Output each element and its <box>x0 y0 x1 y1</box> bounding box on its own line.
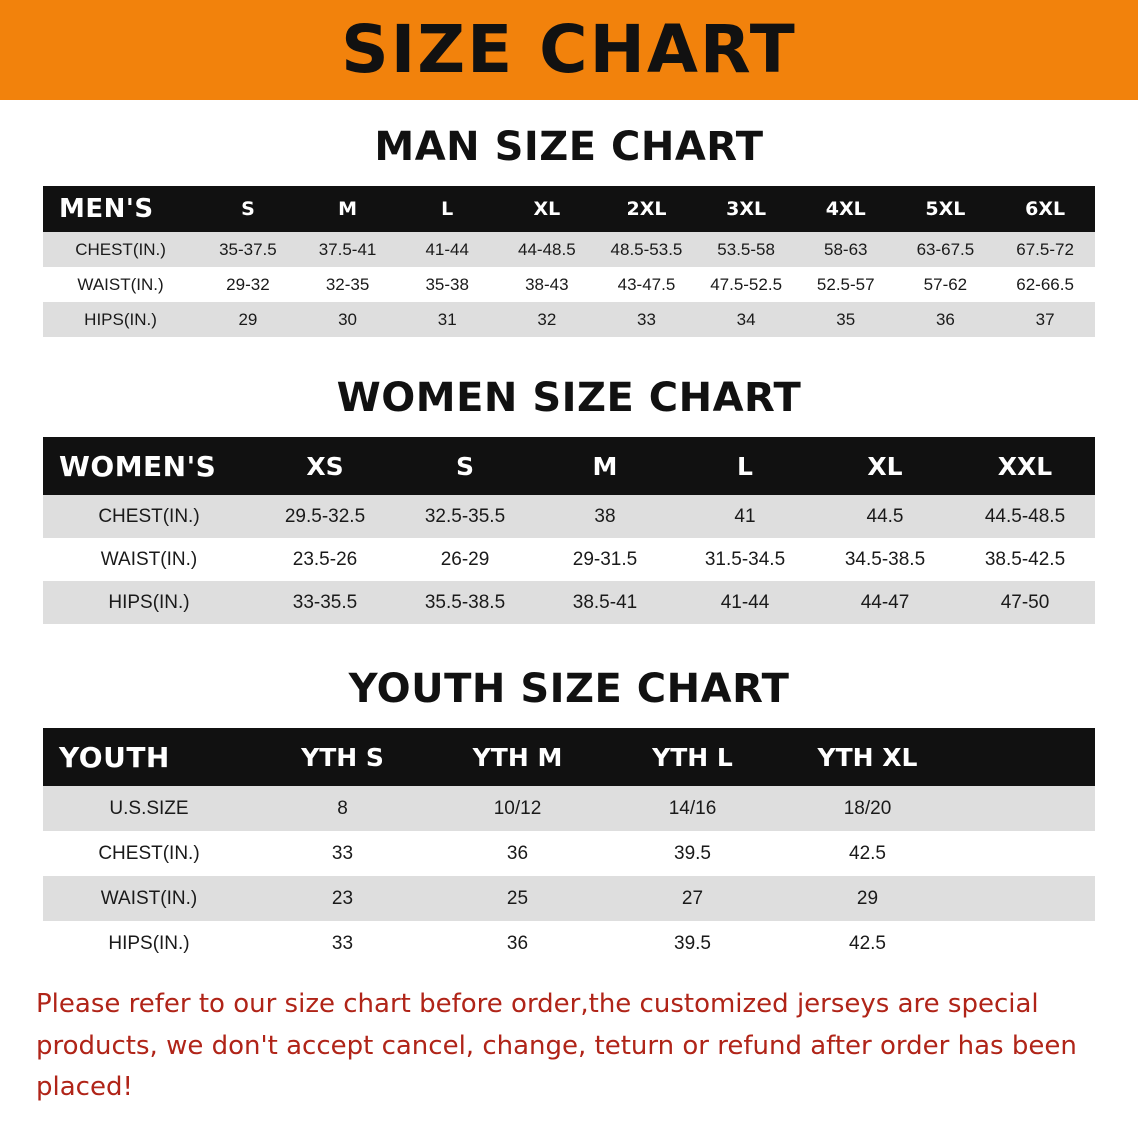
men-cell: 33 <box>597 302 697 337</box>
youth-cell-empty <box>955 831 1095 876</box>
men-size-header: 2XL <box>597 186 697 232</box>
men-cell: 32 <box>497 302 597 337</box>
women-size-table <box>43 437 1095 624</box>
women-cell: 41-44 <box>675 581 815 624</box>
women-size-header: XL <box>815 437 955 495</box>
men-row-label: WAIST(IN.) <box>43 267 198 302</box>
women-size-header: M <box>535 437 675 495</box>
table-row <box>43 876 1095 921</box>
youth-cell-empty <box>955 876 1095 921</box>
women-size-header: S <box>395 437 535 495</box>
youth-table-header-row <box>43 728 1095 786</box>
men-size-table <box>43 186 1095 337</box>
women-row-label: CHEST(IN.) <box>43 495 255 538</box>
youth-cell: 23 <box>255 876 430 921</box>
page-title: SIZE CHART <box>341 11 797 88</box>
men-size-header: 5XL <box>896 186 996 232</box>
youth-section-title: YOUTH SIZE CHART <box>348 666 790 712</box>
table-row <box>43 786 1095 831</box>
men-cell: 29 <box>198 302 298 337</box>
women-cell: 41 <box>675 495 815 538</box>
women-table-header-row <box>43 437 1095 495</box>
youth-cell: 39.5 <box>605 921 780 966</box>
men-cell: 35 <box>796 302 896 337</box>
table-row <box>43 267 1095 302</box>
youth-row-label: WAIST(IN.) <box>43 876 255 921</box>
table-row <box>43 831 1095 876</box>
youth-cell: 27 <box>605 876 780 921</box>
men-cell: 30 <box>298 302 398 337</box>
men-row-label: HIPS(IN.) <box>43 302 198 337</box>
men-size-header: L <box>397 186 497 232</box>
men-size-header: 3XL <box>696 186 796 232</box>
youth-cell: 18/20 <box>780 786 955 831</box>
men-cell: 53.5-58 <box>696 232 796 267</box>
women-size-header: XXL <box>955 437 1095 495</box>
men-table-header-row <box>43 186 1095 232</box>
table-row <box>43 495 1095 538</box>
women-cell: 33-35.5 <box>255 581 395 624</box>
youth-row-label: CHEST(IN.) <box>43 831 255 876</box>
youth-cell: 29 <box>780 876 955 921</box>
women-cell: 31.5-34.5 <box>675 538 815 581</box>
men-cell: 36 <box>896 302 996 337</box>
table-row <box>43 302 1095 337</box>
women-cell: 38.5-41 <box>535 581 675 624</box>
youth-size-header: YTH M <box>430 728 605 786</box>
men-row-label: CHEST(IN.) <box>43 232 198 267</box>
youth-cell-empty <box>955 786 1095 831</box>
men-cell: 47.5-52.5 <box>696 267 796 302</box>
men-size-header: 6XL <box>995 186 1095 232</box>
youth-cell: 36 <box>430 921 605 966</box>
men-table-corner-label: MEN'S <box>43 186 198 232</box>
men-cell: 29-32 <box>198 267 298 302</box>
youth-cell-empty <box>955 921 1095 966</box>
youth-size-header-empty <box>955 728 1095 786</box>
men-cell: 63-67.5 <box>896 232 996 267</box>
men-cell: 37 <box>995 302 1095 337</box>
youth-cell: 25 <box>430 876 605 921</box>
youth-cell: 10/12 <box>430 786 605 831</box>
order-policy-note: Please refer to our size chart before order,the customized jerseys are special products, we don't accept cancel, change, teturn or refund after order has been placed! <box>36 989 1077 1103</box>
men-cell: 41-44 <box>397 232 497 267</box>
women-cell: 44.5 <box>815 495 955 538</box>
women-cell: 38 <box>535 495 675 538</box>
men-cell: 37.5-41 <box>298 232 398 267</box>
youth-size-header: YTH XL <box>780 728 955 786</box>
women-cell: 23.5-26 <box>255 538 395 581</box>
youth-size-header: YTH L <box>605 728 780 786</box>
youth-cell: 8 <box>255 786 430 831</box>
women-cell: 38.5-42.5 <box>955 538 1095 581</box>
youth-row-label: HIPS(IN.) <box>43 921 255 966</box>
youth-row-label: U.S.SIZE <box>43 786 255 831</box>
women-size-header: L <box>675 437 815 495</box>
women-cell: 44-47 <box>815 581 955 624</box>
men-cell: 31 <box>397 302 497 337</box>
men-cell: 35-37.5 <box>198 232 298 267</box>
women-section-title: WOMEN SIZE CHART <box>336 375 802 421</box>
men-section-title: MAN SIZE CHART <box>374 124 764 170</box>
men-cell: 67.5-72 <box>995 232 1095 267</box>
women-row-label: WAIST(IN.) <box>43 538 255 581</box>
youth-cell: 33 <box>255 921 430 966</box>
women-table-corner-label: WOMEN'S <box>43 437 255 495</box>
youth-cell: 42.5 <box>780 921 955 966</box>
table-row <box>43 581 1095 624</box>
men-cell: 48.5-53.5 <box>597 232 697 267</box>
page-banner <box>0 0 1138 100</box>
men-size-header: M <box>298 186 398 232</box>
table-row <box>43 538 1095 581</box>
youth-size-table <box>43 728 1095 966</box>
women-cell: 44.5-48.5 <box>955 495 1095 538</box>
women-row-label: HIPS(IN.) <box>43 581 255 624</box>
table-row <box>43 232 1095 267</box>
women-cell: 26-29 <box>395 538 535 581</box>
men-cell: 38-43 <box>497 267 597 302</box>
men-cell: 43-47.5 <box>597 267 697 302</box>
men-cell: 52.5-57 <box>796 267 896 302</box>
women-cell: 29-31.5 <box>535 538 675 581</box>
youth-size-header: YTH S <box>255 728 430 786</box>
men-size-header: S <box>198 186 298 232</box>
youth-table-corner-label: YOUTH <box>43 728 255 786</box>
youth-cell: 42.5 <box>780 831 955 876</box>
women-cell: 35.5-38.5 <box>395 581 535 624</box>
women-cell: 29.5-32.5 <box>255 495 395 538</box>
women-cell: 32.5-35.5 <box>395 495 535 538</box>
men-cell: 62-66.5 <box>995 267 1095 302</box>
men-cell: 58-63 <box>796 232 896 267</box>
youth-cell: 36 <box>430 831 605 876</box>
youth-cell: 33 <box>255 831 430 876</box>
men-size-header: XL <box>497 186 597 232</box>
women-cell: 34.5-38.5 <box>815 538 955 581</box>
men-cell: 35-38 <box>397 267 497 302</box>
youth-cell: 39.5 <box>605 831 780 876</box>
men-size-header: 4XL <box>796 186 896 232</box>
women-cell: 47-50 <box>955 581 1095 624</box>
men-cell: 32-35 <box>298 267 398 302</box>
youth-cell: 14/16 <box>605 786 780 831</box>
women-size-header: XS <box>255 437 395 495</box>
men-cell: 57-62 <box>896 267 996 302</box>
table-row <box>43 921 1095 966</box>
men-cell: 44-48.5 <box>497 232 597 267</box>
men-cell: 34 <box>696 302 796 337</box>
